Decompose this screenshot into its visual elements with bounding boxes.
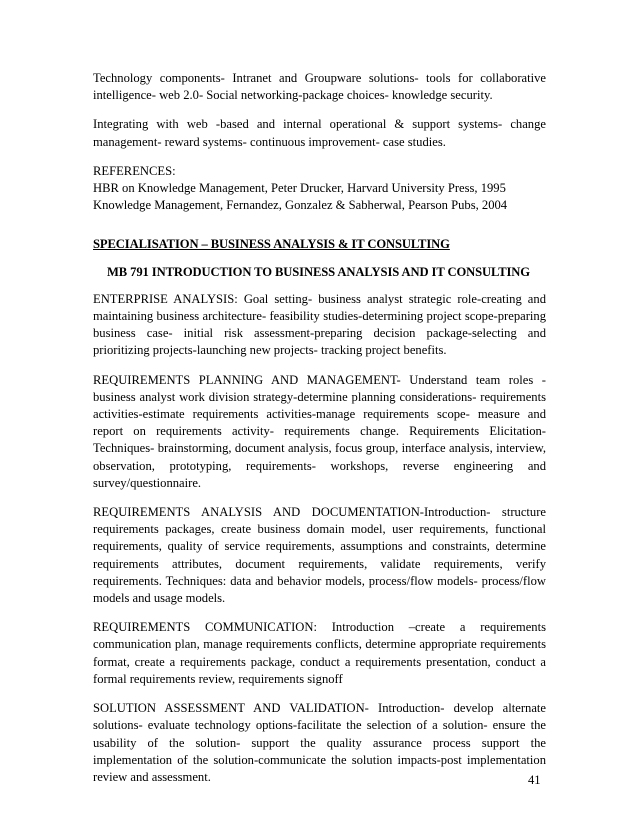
- reference-item: HBR on Knowledge Management, Peter Drucker, Harvard University Press, 1995: [93, 181, 506, 196]
- paragraph-integrating-web: Integrating with web -based and internal operational & support systems- change management- reward systems- continuous improvement- case studies.: [93, 117, 546, 149]
- section-requirements-planning: REQUIREMENTS PLANNING AND MANAGEMENT- Understand team roles - business analyst work division strategy-determine planning considerations- requirements activities-estimate requirements activities-manage requirements scope- measure and report on requirements activity- requirements change. Requirements Elicitation-Techniques- brainstorming, document analysis, focus group, interface analysis, interview, observation, prototyping, requirements- workshops, reverse engineering and survey/questionnaire.: [93, 372, 546, 490]
- references-block: [93, 163, 546, 215]
- section-requirements-analysis: REQUIREMENTS ANALYSIS AND DOCUMENTATION-Introduction- structure requirements packages, create business domain model, user requirements, functional requirements, quality of service requirements, assumptions and constraints, determine requirements attributes, document requirements, validate requirements, verify requirements. Techniques: data and behavior models, process/flow models- process/flow models and usage models.: [93, 505, 546, 606]
- reference-item: Knowledge Management, Fernandez, Gonzalez & Sabherwal, Pearson Pubs, 2004: [93, 198, 508, 213]
- section-enterprise-analysis: ENTERPRISE ANALYSIS: Goal setting- business analyst strategic role-creating and maintaining business architecture- feasibility studies-determining project scope-preparing business case- initial risk assessment-preparing decision package-selecting and prioritizing projects-launching new projects- tracking project benefits.: [93, 291, 546, 358]
- document-page: [93, 70, 546, 798]
- references-heading: REFERENCES:: [93, 163, 176, 178]
- paragraph-technology-components: Technology components- Intranet and Groupware solutions- tools for collaborative intelligence- web 2.0- Social networking-package choices- knowledge security.: [93, 71, 546, 103]
- page-number: 41: [528, 773, 541, 787]
- section-solution-assessment: SOLUTION ASSESSMENT AND VALIDATION- Introduction- develop alternate solutions- evaluate technology options-facilitate the selection of a solution- ensure the usability of the solution- support the quality assurance process support the implementation of the solution-communicate the solution impacts-post implementation review and assessment.: [93, 701, 546, 784]
- section-requirements-communication: REQUIREMENTS COMMUNICATION: Introduction –create a requirements communication plan, manage requirements conflicts, determine appropriate requirements format, create a requirements package, conduct a requirements presentation, conduct a formal requirements review, requirements signoff: [93, 620, 546, 686]
- course-heading: MB 791 INTRODUCTION TO BUSINESS ANALYSIS AND IT CONSULTING: [107, 264, 530, 279]
- specialisation-heading: SPECIALISATION – BUSINESS ANALYSIS & IT CONSULTING: [93, 237, 450, 252]
